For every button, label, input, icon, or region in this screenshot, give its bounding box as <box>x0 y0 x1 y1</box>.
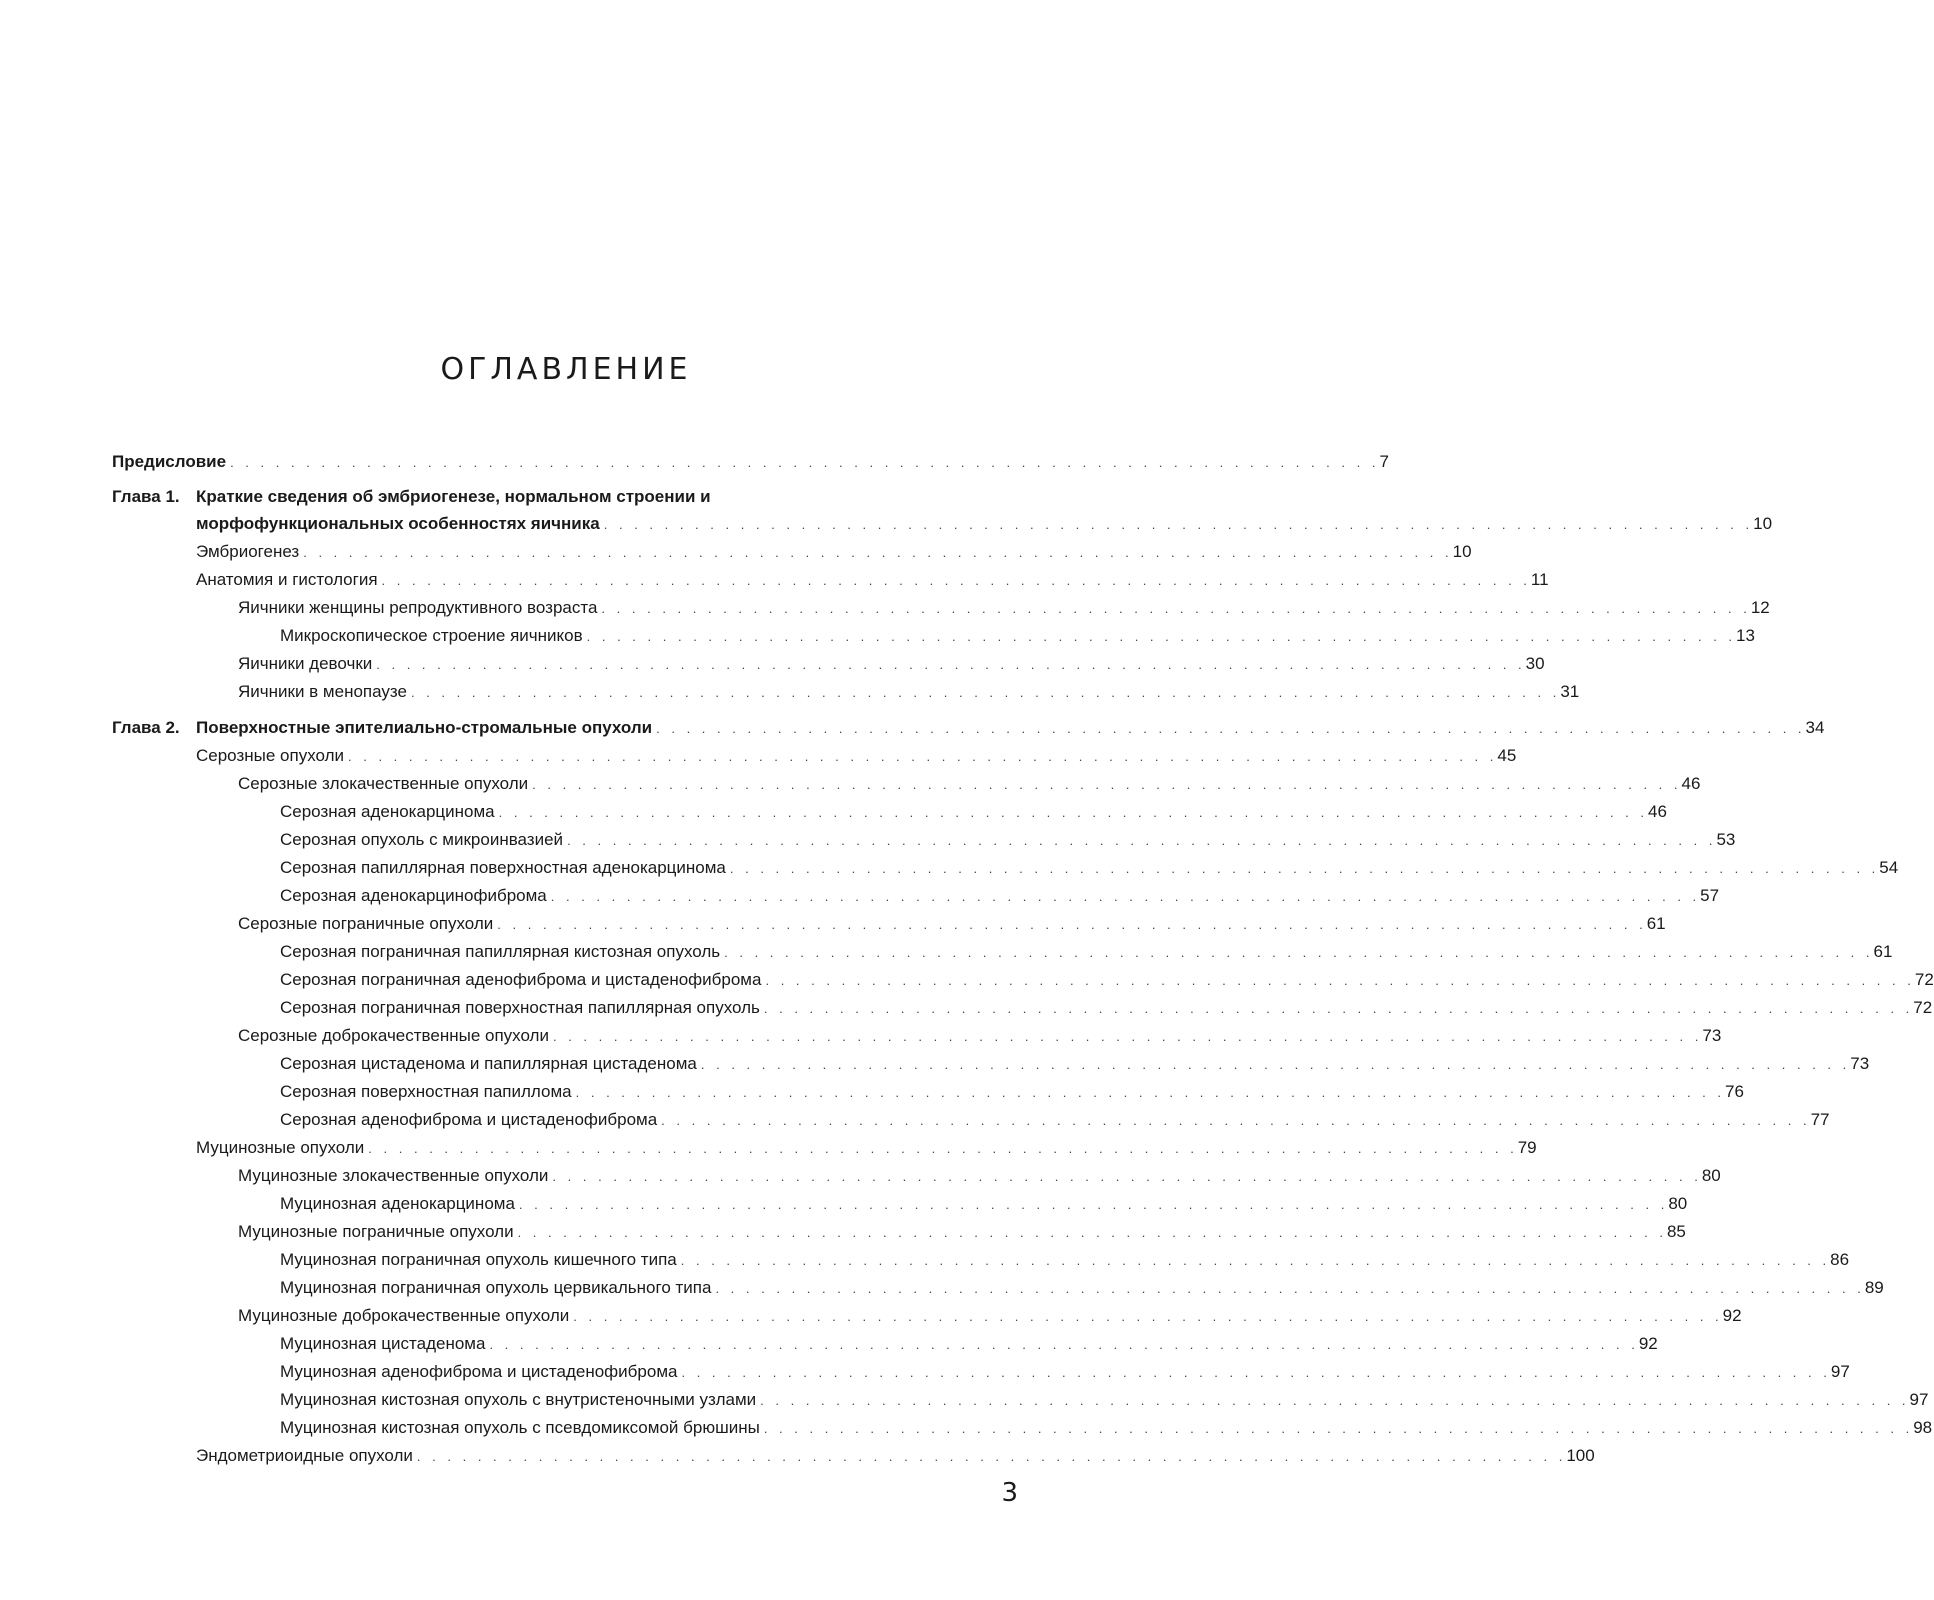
toc-entry[interactable] <box>112 882 1720 910</box>
dot-leader: . . . . . . . . . . . . . . . . . . . . . . . . . . . . . . . . . . . . . . . . . . . . . . . . . . . . . . . . . . . . . . . . . . . . . . . . . . . . <box>573 1309 1723 1324</box>
toc-entry-page: 89 <box>1864 1278 1884 1297</box>
toc-entry-label: Серозная пограничная поверхностная папиллярная опухоль <box>280 998 760 1017</box>
toc-entry[interactable] <box>112 1022 1722 1050</box>
chapter-number: Глава 1. <box>112 487 180 506</box>
dot-leader: . . . . . . . . . . . . . . . . . . . . . . . . . . . . . . . . . . . . . . . . . . . . . . . . . . . . . . . . . . . . . . . . . . . . . . . . . . . . <box>700 1057 1851 1072</box>
toc-entry[interactable] <box>112 1274 1884 1302</box>
dot-leader: . . . . . . . . . . . . . . . . . . . . . . . . . . . . . . . . . . . . . . . . . . . . . . . . . . . . . . . . . . . . . . . . . . . . . . . . . . . . <box>601 601 1751 616</box>
toc-entry-page: 92 <box>1638 1334 1658 1353</box>
toc-entry[interactable] <box>112 854 1899 882</box>
toc-entry[interactable] <box>112 1106 1830 1134</box>
chapter-2-heading[interactable] <box>112 714 1825 742</box>
toc-entry-page: 73 <box>1702 1026 1722 1045</box>
dot-leader: . . . . . . . . . . . . . . . . . . . . . . . . . . . . . . . . . . . . . . . . . . . . . . . . . . . . . . . . . . . . . . . . . . . . . . . . . . . . <box>303 545 1453 560</box>
toc-entry[interactable] <box>112 742 1517 770</box>
dot-leader: . . . . . . . . . . . . . . . . . . . . . . . . . . . . . . . . . . . . . . . . . . . . . . . . . . . . . . . . . . . . . . . . . . . . . . . . . . . . <box>656 721 1806 736</box>
toc-entry-page: 77 <box>1810 1110 1830 1129</box>
dot-leader: . . . . . . . . . . . . . . . . . . . . . . . . . . . . . . . . . . . . . . . . . . . . . . . . . . . . . . . . . . . . . . . . . . . . . . . . . . . . <box>661 1113 1811 1128</box>
chapter-title-line-1: Краткие сведения об эмбриогенезе, нормальном строении и <box>196 487 711 506</box>
toc-entry-page: 80 <box>1701 1166 1721 1185</box>
dot-leader: . . . . . . . . . . . . . . . . . . . . . . . . . . . . . . . . . . . . . . . . . . . . . . . . . . . . . . . . . . . . . . . . . . . . . . . . . . . . <box>416 1449 1567 1464</box>
toc-entry-page: 86 <box>1830 1250 1850 1269</box>
toc-entry-label: Серозные опухоли <box>196 746 344 765</box>
toc-entry[interactable] <box>112 1078 1744 1106</box>
toc-entry-page: 76 <box>1725 1082 1744 1101</box>
toc-entry-page: 46 <box>1648 802 1667 821</box>
toc-entry-label: Муцинозная пограничная опухоль цервикального типа <box>280 1278 712 1297</box>
toc-entry-page: 57 <box>1700 886 1720 905</box>
toc-entry[interactable] <box>112 826 1736 854</box>
toc-entry[interactable] <box>112 622 1755 650</box>
toc-entry-label: Эмбриогенез <box>196 542 300 561</box>
toc-entry[interactable] <box>112 1050 1870 1078</box>
toc-entry-label: Муцинозная пограничная опухоль кишечного типа <box>280 1250 677 1269</box>
toc-entry[interactable] <box>112 1134 1537 1162</box>
toc-entry-label: Муцинозная аденофиброма и цистаденофиброма <box>280 1362 678 1381</box>
toc-entry-label: Серозная пограничная папиллярная кистозная опухоль <box>280 942 721 961</box>
toc-entry[interactable] <box>112 1358 1850 1386</box>
toc-entry-label: Серозные пограничные опухоли <box>238 914 494 933</box>
toc-entry-page: 10 <box>1753 514 1773 533</box>
page-number: 3 <box>1001 1478 1018 1508</box>
toc-entry-label: Серозная аденокарцинома <box>280 802 495 821</box>
dot-leader: . . . . . . . . . . . . . . . . . . . . . . . . . . . . . . . . . . . . . . . . . . . . . . . . . . . . . . . . . . . . . . . . . . . . . . . . . . . . <box>567 833 1717 848</box>
dot-leader: . . . . . . . . . . . . . . . . . . . . . . . . . . . . . . . . . . . . . . . . . . . . . . . . . . . . . . . . . . . . . . . . . . . . . . . . . . . . <box>729 861 1880 876</box>
dot-leader: . . . . . . . . . . . . . . . . . . . . . . . . . . . . . . . . . . . . . . . . . . . . . . . . . . . . . . . . . . . . . . . . . . . . . . . . . . . . <box>381 573 1531 588</box>
toc-entry-label: Микроскопическое строение яичников <box>280 626 583 645</box>
toc-entry-page: 100 <box>1566 1446 1595 1465</box>
dot-leader: . . . . . . . . . . . . . . . . . . . . . . . . . . . . . . . . . . . . . . . . . . . . . . . . . . . . . . . . . . . . . . . . . . . . . . . . . . . . <box>230 455 1380 470</box>
toc-entry-label: Муцинозные злокачественные опухоли <box>238 1166 549 1185</box>
toc-entry[interactable] <box>112 1162 1721 1190</box>
toc-entry-label: Яичники в менопаузе <box>238 682 407 701</box>
toc-entry-page: 61 <box>1646 914 1666 933</box>
dot-leader: . . . . . . . . . . . . . . . . . . . . . . . . . . . . . . . . . . . . . . . . . . . . . . . . . . . . . . . . . . . . . . . . . . . . . . . . . . . . <box>760 1393 1910 1408</box>
dot-leader: . . . . . . . . . . . . . . . . . . . . . . . . . . . . . . . . . . . . . . . . . . . . . . . . . . . . . . . . . . . . . . . . . . . . . . . . . . . . <box>550 889 1701 904</box>
dot-leader: . . . . . . . . . . . . . . . . . . . . . . . . . . . . . . . . . . . . . . . . . . . . . . . . . . . . . . . . . . . . . . . . . . . . . . . . . . . . <box>724 945 1874 960</box>
toc-entry-label: Серозная аденофиброма и цистаденофиброма <box>280 1110 658 1129</box>
toc-entry-page: 10 <box>1452 542 1472 561</box>
toc-entry[interactable] <box>112 1218 1686 1246</box>
toc-entry-label: Муцинозная аденокарцинома <box>280 1194 515 1213</box>
toc-entry-page: 54 <box>1879 858 1899 877</box>
toc-entry-page: 45 <box>1497 746 1517 765</box>
toc-entry-page: 46 <box>1681 774 1701 793</box>
dot-leader: . . . . . . . . . . . . . . . . . . . . . . . . . . . . . . . . . . . . . . . . . . . . . . . . . . . . . . . . . . . . . . . . . . . . . . . . . . . . <box>532 777 1682 792</box>
dot-leader: . . . . . . . . . . . . . . . . . . . . . . . . . . . . . . . . . . . . . . . . . . . . . . . . . . . . . . . . . . . . . . . . . . . . . . . . . . . . <box>552 1169 1702 1184</box>
dot-leader: . . . . . . . . . . . . . . . . . . . . . . . . . . . . . . . . . . . . . . . . . . . . . . . . . . . . . . . . . . . . . . . . . . . . . . . . . . . . <box>410 685 1561 700</box>
toc-entry-label: Предисловие <box>112 452 227 471</box>
dot-leader: . . . . . . . . . . . . . . . . . . . . . . . . . . . . . . . . . . . . . . . . . . . . . . . . . . . . . . . . . . . . . . . . . . . . . . . . . . . . <box>763 1421 1914 1436</box>
dot-leader: . . . . . . . . . . . . . . . . . . . . . . . . . . . . . . . . . . . . . . . . . . . . . . . . . . . . . . . . . . . . . . . . . . . . . . . . . . . . <box>681 1365 1831 1380</box>
toc-entry[interactable] <box>112 1302 1742 1330</box>
toc-entry[interactable] <box>112 798 1667 826</box>
dot-leader: . . . . . . . . . . . . . . . . . . . . . . . . . . . . . . . . . . . . . . . . . . . . . . . . . . . . . . . . . . . . . . . . . . . . . . . . . . . . <box>517 1225 1667 1240</box>
dot-leader: . . . . . . . . . . . . . . . . . . . . . . . . . . . . . . . . . . . . . . . . . . . . . . . . . . . . . . . . . . . . . . . . . . . . . . . . . . . . <box>552 1029 1703 1044</box>
toc-entry[interactable] <box>112 594 1770 622</box>
toc-entry-page: 12 <box>1750 598 1770 617</box>
toc-entry[interactable] <box>112 538 1472 566</box>
toc-entry-page: 53 <box>1716 830 1736 849</box>
dot-leader: . . . . . . . . . . . . . . . . . . . . . . . . . . . . . . . . . . . . . . . . . . . . . . . . . . . . . . . . . . . . . . . . . . . . . . . . . . . . <box>680 1253 1831 1268</box>
dot-leader: . . . . . . . . . . . . . . . . . . . . . . . . . . . . . . . . . . . . . . . . . . . . . . . . . . . . . . . . . . . . . . . . . . . . . . . . . . . . <box>603 517 1754 532</box>
toc-entry-page: 72 <box>1914 970 1934 989</box>
toc-entry-foreword[interactable] <box>112 448 1389 476</box>
toc-entry[interactable] <box>112 966 1934 994</box>
toc-entry-label: Серозные доброкачественные опухоли <box>238 1026 549 1045</box>
toc-entry-label: Серозная поверхностная папиллома <box>280 1082 572 1101</box>
toc-entry-label: Муцинозные доброкачественные опухоли <box>238 1306 570 1325</box>
toc-entry[interactable] <box>112 938 1893 966</box>
toc-entry-label: Серозная аденокарцинофиброма <box>280 886 547 905</box>
toc-entry-page: 34 <box>1805 718 1825 737</box>
toc-entry-page: 92 <box>1722 1306 1742 1325</box>
toc-entry-page: 98 <box>1913 1418 1933 1437</box>
dot-leader: . . . . . . . . . . . . . . . . . . . . . . . . . . . . . . . . . . . . . . . . . . . . . . . . . . . . . . . . . . . . . . . . . . . . . . . . . . . . <box>348 749 1498 764</box>
dot-leader: . . . . . . . . . . . . . . . . . . . . . . . . . . . . . . . . . . . . . . . . . . . . . . . . . . . . . . . . . . . . . . . . . . . . . . . . . . . . <box>518 1197 1669 1212</box>
toc-entry[interactable] <box>112 1386 1929 1414</box>
toc-entry-page: 97 <box>1830 1362 1850 1381</box>
toc-entry[interactable] <box>112 1190 1688 1218</box>
toc-entry-page: 97 <box>1909 1390 1929 1409</box>
toc-entry[interactable] <box>112 1442 1595 1470</box>
toc-entry[interactable] <box>112 566 1549 594</box>
toc-entry-label: Муцинозные пограничные опухоли <box>238 1222 514 1241</box>
chapter-title-line-2: морфофункциональных особенностях яичника <box>196 514 600 533</box>
toc-entry[interactable] <box>112 1414 1933 1442</box>
toc-entry-page: 80 <box>1668 1194 1688 1213</box>
toc-entry-page: 11 <box>1530 570 1549 589</box>
toc-entry[interactable] <box>112 770 1701 798</box>
toc-entry-label: Яичники девочки <box>238 654 373 673</box>
dot-leader: . . . . . . . . . . . . . . . . . . . . . . . . . . . . . . . . . . . . . . . . . . . . . . . . . . . . . . . . . . . . . . . . . . . . . . . . . . . . <box>489 1337 1639 1352</box>
toc-entry-page: 61 <box>1873 942 1893 961</box>
toc-entry-page: 7 <box>1379 452 1389 471</box>
toc-entry-label: Серозная папиллярная поверхностная аденокарцинома <box>280 858 726 877</box>
dot-leader: . . . . . . . . . . . . . . . . . . . . . . . . . . . . . . . . . . . . . . . . . . . . . . . . . . . . . . . . . . . . . . . . . . . . . . . . . . . . <box>376 657 1526 672</box>
toc-entry-label: Эндометриоидные опухоли <box>196 1446 413 1465</box>
toc-entry-label: Анатомия и гистология <box>196 570 378 589</box>
toc-entry[interactable] <box>112 678 1580 706</box>
dot-leader: . . . . . . . . . . . . . . . . . . . . . . . . . . . . . . . . . . . . . . . . . . . . . . . . . . . . . . . . . . . . . . . . . . . . . . . . . . . . <box>498 805 1649 820</box>
toc-entry-label: Муцинозная цистаденома <box>280 1334 486 1353</box>
toc-entry[interactable] <box>112 1330 1658 1358</box>
dot-leader: . . . . . . . . . . . . . . . . . . . . . . . . . . . . . . . . . . . . . . . . . . . . . . . . . . . . . . . . . . . . . . . . . . . . . . . . . . . . <box>715 1281 1865 1296</box>
dot-leader: . . . . . . . . . . . . . . . . . . . . . . . . . . . . . . . . . . . . . . . . . . . . . . . . . . . . . . . . . . . . . . . . . . . . . . . . . . . . <box>765 973 1915 988</box>
toc-entry-page: 85 <box>1666 1222 1686 1241</box>
toc-entry[interactable] <box>112 1246 1850 1274</box>
dot-leader: . . . . . . . . . . . . . . . . . . . . . . . . . . . . . . . . . . . . . . . . . . . . . . . . . . . . . . . . . . . . . . . . . . . . . . . . . . . . <box>497 917 1647 932</box>
toc-entry-label: Серозные злокачественные опухоли <box>238 774 529 793</box>
dot-leader: . . . . . . . . . . . . . . . . . . . . . . . . . . . . . . . . . . . . . . . . . . . . . . . . . . . . . . . . . . . . . . . . . . . . . . . . . . . . <box>368 1141 1518 1156</box>
toc-entry-label: Яичники женщины репродуктивного возраста <box>238 598 598 617</box>
dot-leader: . . . . . . . . . . . . . . . . . . . . . . . . . . . . . . . . . . . . . . . . . . . . . . . . . . . . . . . . . . . . . . . . . . . . . . . . . . . . <box>575 1085 1726 1100</box>
table-of-contents <box>112 448 1934 1470</box>
toc-entry-page: 73 <box>1850 1054 1870 1073</box>
toc-entry-label: Серозная опухоль с микроинвазией <box>280 830 564 849</box>
toc-entry[interactable] <box>112 910 1666 938</box>
chapter-number: Глава 2. <box>112 718 180 737</box>
toc-entry-page: 13 <box>1736 626 1755 645</box>
toc-entry-label: Муцинозная кистозная опухоль с псевдомиксомой брюшины <box>280 1418 760 1437</box>
toc-entry-label: Муцинозная кистозная опухоль с внутристеночными узлами <box>280 1390 757 1409</box>
toc-entry-label: Муцинозные опухоли <box>196 1138 365 1157</box>
toc-entry-page: 72 <box>1913 998 1933 1017</box>
page-title: ОГЛАВЛЕНИЕ <box>440 352 692 387</box>
toc-entry-label: Серозная цистаденома и папиллярная цистаденома <box>280 1054 697 1073</box>
dot-leader: . . . . . . . . . . . . . . . . . . . . . . . . . . . . . . . . . . . . . . . . . . . . . . . . . . . . . . . . . . . . . . . . . . . . . . . . . . . . <box>586 629 1737 644</box>
toc-entry-page: 31 <box>1560 682 1580 701</box>
dot-leader: . . . . . . . . . . . . . . . . . . . . . . . . . . . . . . . . . . . . . . . . . . . . . . . . . . . . . . . . . . . . . . . . . . . . . . . . . . . . <box>763 1001 1914 1016</box>
toc-entry-page: 30 <box>1525 654 1545 673</box>
chapter-1-heading[interactable] <box>112 484 1773 538</box>
toc-entry-label: Серозная пограничная аденофиброма и цистаденофиброма <box>280 970 762 989</box>
toc-entry-page: 79 <box>1517 1138 1537 1157</box>
chapter-title: Поверхностные эпителиально-стромальные опухоли <box>196 718 653 737</box>
toc-entry[interactable] <box>112 650 1545 678</box>
toc-entry[interactable] <box>112 994 1933 1022</box>
